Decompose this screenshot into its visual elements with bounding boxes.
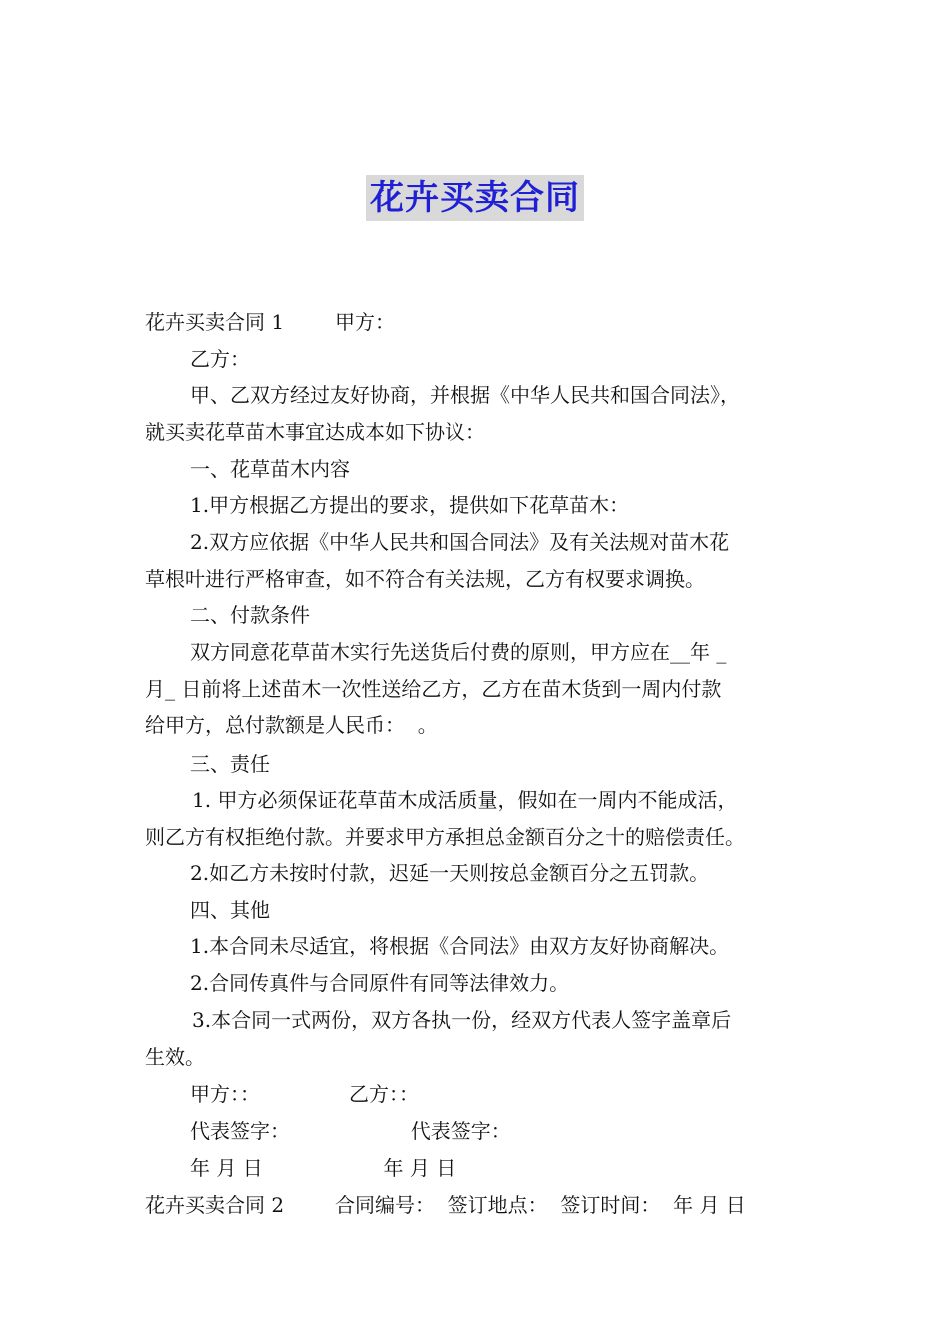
paragraph-line: 花卉买卖合同 2 合同编号： 签订地点： 签订时间： 年 月 日 [145, 1193, 746, 1217]
document-title: 花卉买卖合同 [366, 175, 584, 221]
paragraph-line: 就买卖花草苗木事宜达成本如下协议： [145, 420, 485, 444]
paragraph-line: 双方同意花草苗木实行先送货后付费的原则，甲方应在__年 _ [190, 640, 727, 664]
paragraph-line: 2.合同传真件与合同原件有同等法律效力。 [190, 971, 570, 995]
paragraph-line: 1.本合同未尽适宜，将根据《合同法》由双方友好协商解决。 [190, 934, 730, 958]
paragraph-line: 生效。 [145, 1045, 205, 1069]
paragraph-line: 则乙方有权拒绝付款。并要求甲方承担总金额百分之十的赔偿责任。 [145, 825, 745, 849]
paragraph-line: 2.双方应依据《中华人民共和国合同法》及有关法规对苗木花 [190, 530, 730, 554]
paragraph-line: 1. 甲方必须保证花草苗木成活质量，假如在一周内不能成活， [192, 788, 738, 812]
paragraph-line: 月_ 日前将上述苗木一次性送给乙方，乙方在苗木货到一周内付款 [145, 677, 722, 701]
paragraph-line: 草根叶进行严格审查，如不符合有关法规，乙方有权要求调换。 [145, 567, 705, 591]
signature-line: 甲方：： 乙方：： [190, 1082, 420, 1106]
paragraph-line: 乙方： [190, 347, 250, 371]
paragraph-line: 2.如乙方未按时付款，迟延一天则按总金额百分之五罚款。 [190, 861, 710, 885]
paragraph-line: 3.本合同一式两份，双方各执一份，经双方代表人签字盖章后 [192, 1008, 732, 1032]
section-heading: 四、其他 [190, 898, 270, 922]
date-line: 年 月 日 年 月 日 [190, 1156, 457, 1180]
signature-line: 代表签字： 代表签字： [190, 1119, 511, 1143]
title-container [0, 175, 950, 221]
section-heading: 二、付款条件 [190, 603, 310, 627]
paragraph-line: 1.甲方根据乙方提出的要求，提供如下花草苗木： [190, 493, 630, 517]
section-heading: 一、花草苗木内容 [190, 457, 350, 481]
paragraph-line: 给甲方，总付款额是人民币： 。 [145, 713, 438, 737]
paragraph-line: 甲、乙双方经过友好协商，并根据《中华人民共和国合同法》， [190, 383, 740, 407]
paragraph-line: 花卉买卖合同 1 甲方： [145, 310, 395, 334]
section-heading: 三、责任 [190, 752, 270, 776]
